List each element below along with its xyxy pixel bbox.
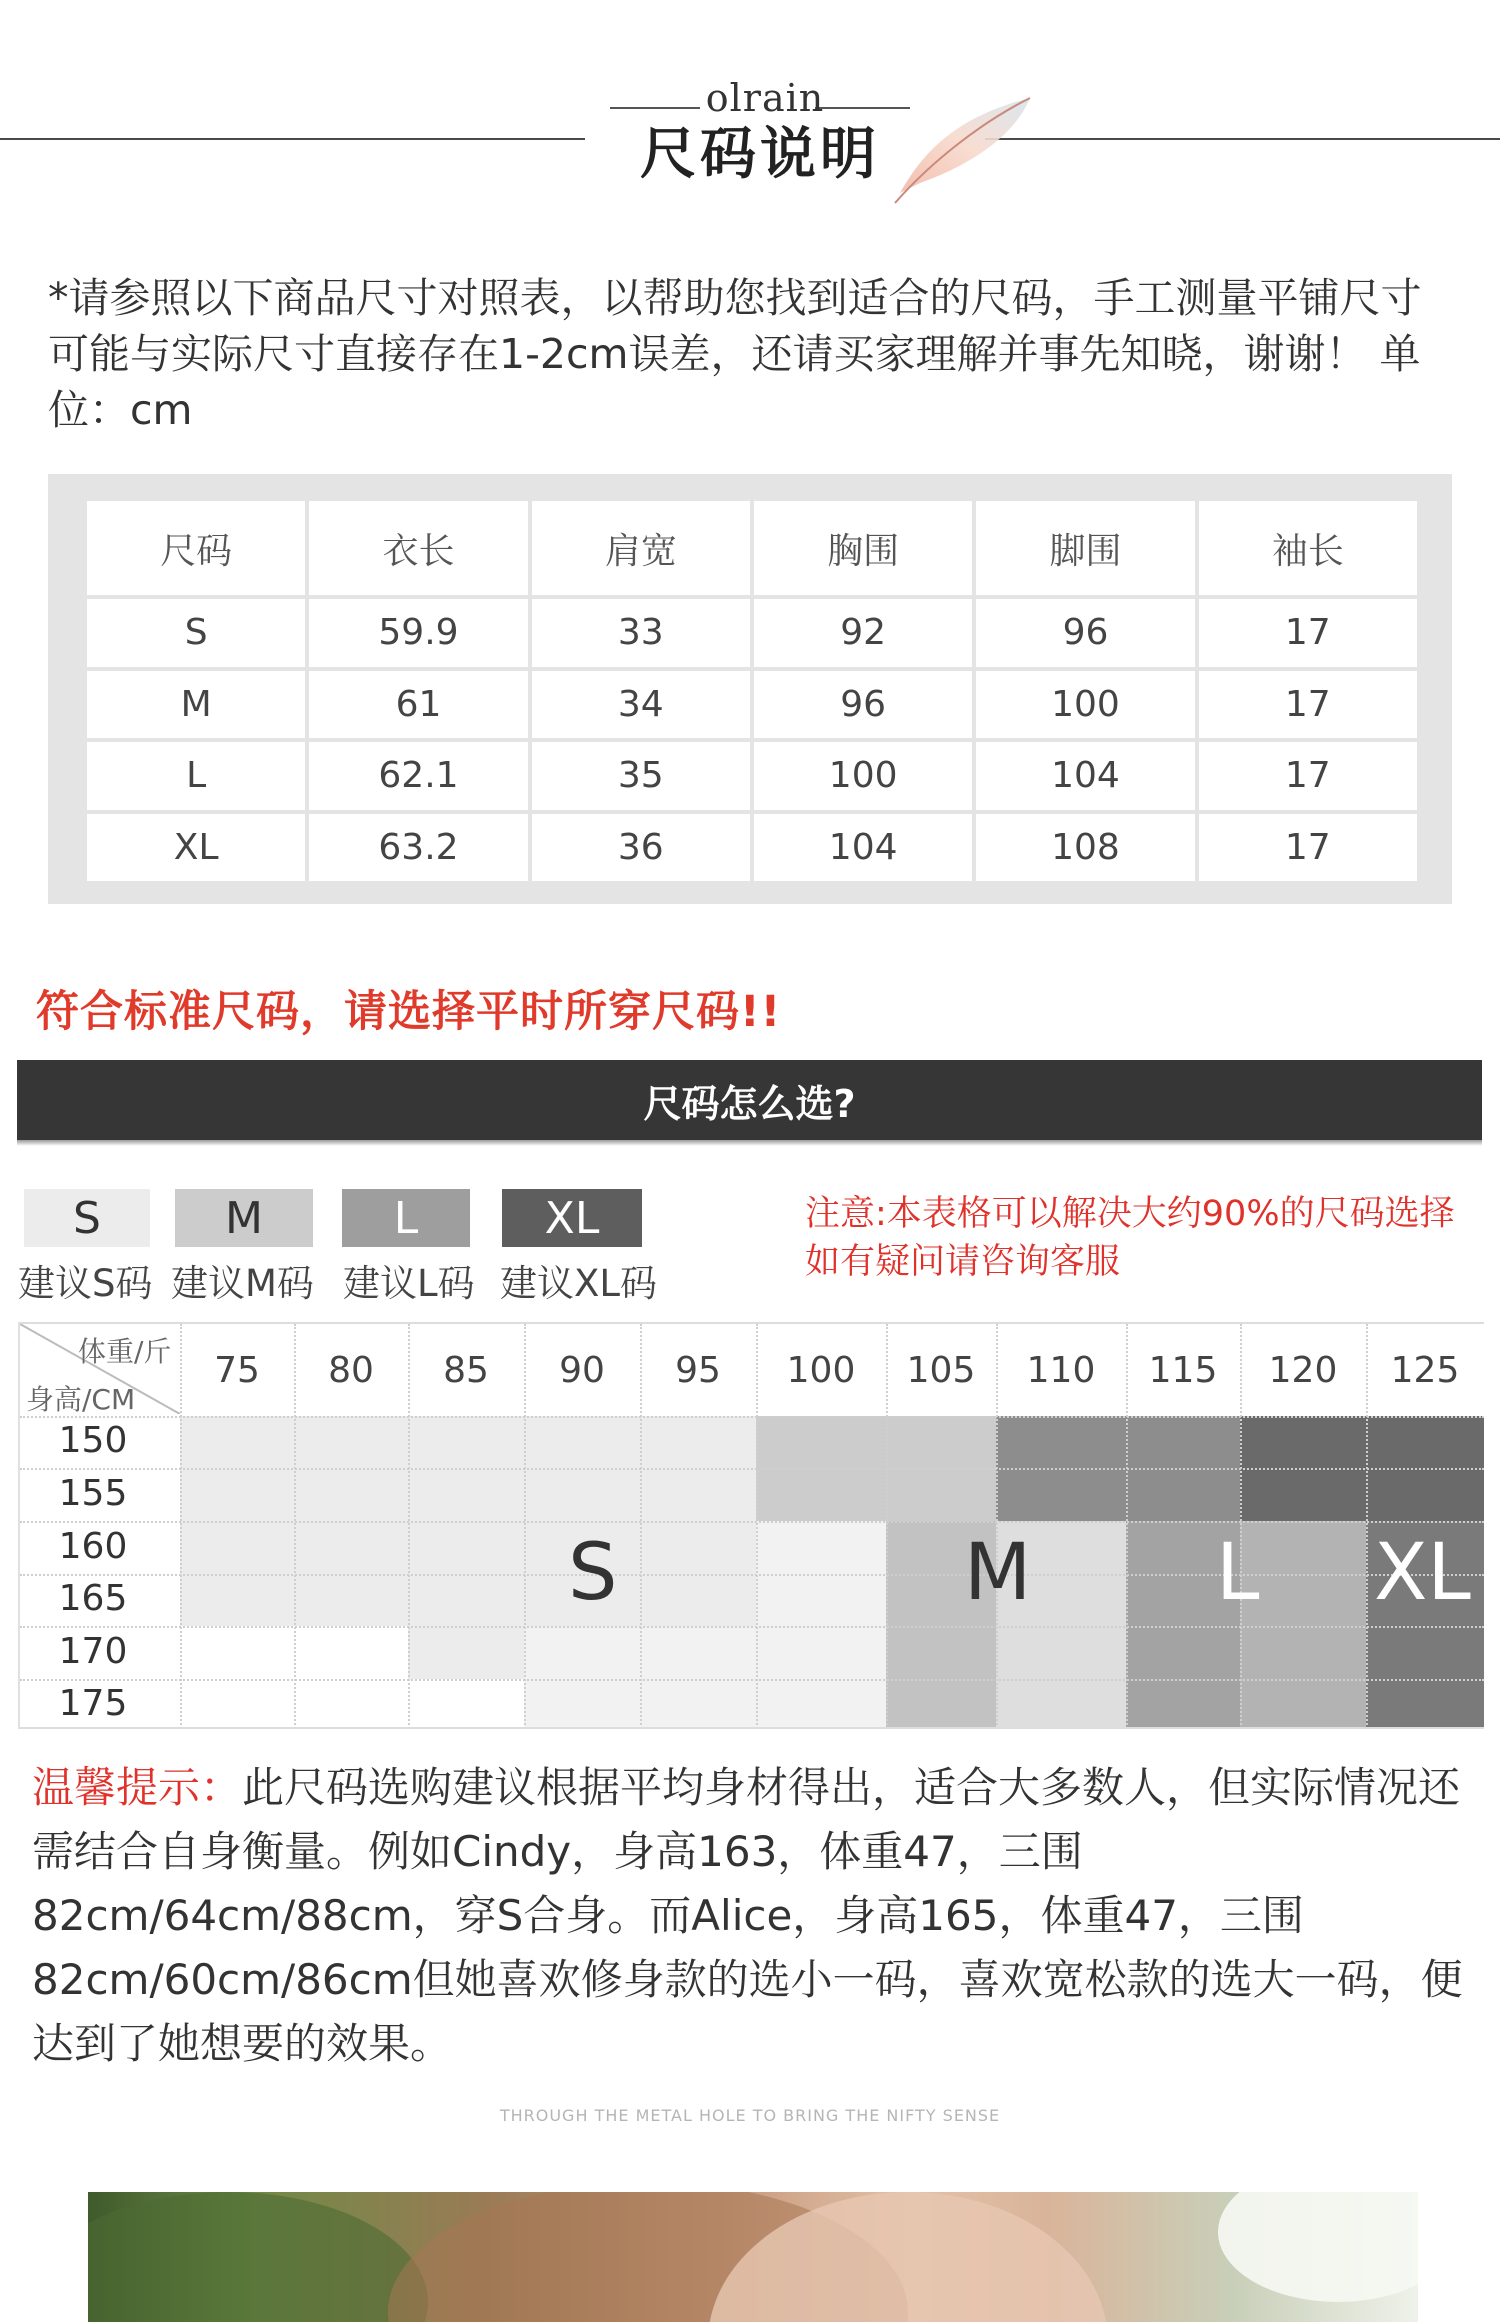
table-cell: 96 [754, 671, 972, 739]
table-cell: 100 [754, 742, 972, 810]
table-cell: XL [87, 814, 305, 882]
tip-body: 此尺码选购建议根据平均身材得出，适合大多数人，但实际情况还需结合自身衡量。例如Cindy，身高163，体重47，三围82cm/64cm/88cm，穿S合身。而Alice，身高165，体重47，三围82cm/60cm/86cm但她喜欢修身款的选小一码，喜欢宽松款的选大一码，便达到了她想要的效果。 [32, 1763, 1463, 2068]
table-cell: 63.2 [309, 814, 527, 882]
height-label: 160 [58, 1526, 128, 1567]
weight-label: 110 [1026, 1350, 1096, 1391]
table-cell: 104 [976, 742, 1194, 810]
section-bar-title: 尺码怎么选? [643, 1081, 856, 1126]
corner-height-label: 身高/CM [26, 1383, 136, 1416]
table-header-cell: 肩宽 [532, 501, 750, 595]
corner-weight-label: 体重/斤 [78, 1335, 172, 1368]
zone-blank [408, 1679, 524, 1729]
standard-size-notice: 符合标准尺码，请选择平时所穿尺码!! [36, 987, 782, 1037]
legend-size: S [73, 1192, 101, 1244]
height-label: 150 [58, 1420, 128, 1461]
model-photo-shapes [88, 2192, 1418, 2322]
height-label: 170 [58, 1631, 128, 1672]
weight-label: 85 [443, 1350, 489, 1391]
grid-line [20, 1521, 1484, 1523]
legend-note-line: 注意:本表格可以解决大约90%的尺码选择 [805, 1194, 1455, 1234]
legend-swatch-xl [502, 1189, 642, 1247]
model-photo [88, 2192, 1418, 2322]
table-cell: 35 [532, 742, 750, 810]
legend-label: 建议M码 [171, 1262, 314, 1305]
zone-label-s: S [568, 1528, 618, 1618]
zone-label-xl: XL [1374, 1528, 1471, 1618]
size-chart [18, 1322, 1484, 1729]
section-bar-shadow [17, 1140, 1482, 1146]
legend-size: M [225, 1192, 263, 1244]
brand-logo: olrain [705, 76, 825, 120]
table-cell: 104 [754, 814, 972, 882]
weight-label: 105 [906, 1350, 976, 1391]
weight-label: 90 [559, 1350, 605, 1391]
zone-s-light [756, 1521, 886, 1729]
weight-label: 115 [1148, 1350, 1218, 1391]
table-cell: 96 [976, 599, 1194, 667]
weight-label: 125 [1390, 1350, 1460, 1391]
table-cell: 17 [1199, 814, 1417, 882]
legend-swatch-s [24, 1189, 150, 1247]
page-title: 尺码说明 [640, 122, 880, 187]
size-table [87, 501, 1417, 881]
grid-line [20, 1626, 1484, 1628]
weight-label: 80 [328, 1350, 374, 1391]
grid-line [20, 1468, 1484, 1470]
weight-label: 95 [675, 1350, 721, 1391]
height-label: 155 [58, 1473, 128, 1514]
weight-label: 100 [786, 1350, 856, 1391]
legend-label: 建议S码 [18, 1262, 153, 1305]
tip-head: 温馨提示： [32, 1763, 243, 1812]
table-cell: 92 [754, 599, 972, 667]
table-cell: S [87, 599, 305, 667]
size-table-frame [48, 474, 1452, 904]
table-cell: 17 [1199, 742, 1417, 810]
section-bar [17, 1060, 1482, 1140]
header-rule-left [0, 138, 585, 140]
legend-note [805, 1190, 1500, 1286]
grid-line [20, 1574, 1484, 1576]
table-cell: 36 [532, 814, 750, 882]
table-cell: 61 [309, 671, 527, 739]
table-header-cell: 脚围 [976, 501, 1194, 595]
table-cell: L [87, 742, 305, 810]
table-cell: 62.1 [309, 742, 527, 810]
table-header-cell: 尺码 [87, 501, 305, 595]
sizing-tip [32, 1756, 1482, 2076]
table-cell: 17 [1199, 671, 1417, 739]
zone-label-m: M [964, 1528, 1032, 1618]
grid-line [20, 1727, 1484, 1729]
feather-icon [880, 78, 1050, 208]
weight-label: 120 [1268, 1350, 1338, 1391]
height-label: 165 [58, 1578, 128, 1619]
table-header-cell: 衣长 [309, 501, 527, 595]
legend-note-line: 如有疑问请咨询客服 [805, 1242, 1121, 1282]
grid-line [20, 1416, 1484, 1418]
legend-label: 建议XL码 [500, 1262, 657, 1305]
table-cell: M [87, 671, 305, 739]
legend-label: 建议L码 [343, 1262, 475, 1305]
legend-swatch-m [175, 1189, 313, 1247]
footer-caption: THROUGH THE METAL HOLE TO BRING THE NIFTY SENSE [499, 2106, 1001, 2125]
zone-label-l: L [1216, 1528, 1260, 1618]
legend-size: L [393, 1192, 419, 1244]
table-cell: 17 [1199, 599, 1417, 667]
header-rule-right [985, 138, 1500, 140]
legend-swatch-l [342, 1189, 470, 1247]
intro-text: *请参照以下商品尺寸对照表，以帮助您找到适合的尺码，手工测量平铺尺寸可能与实际尺寸直接存在1-2cm误差，还请买家理解并事先知晓，谢谢！ 单位：cm [48, 274, 1422, 434]
legend-size: XL [544, 1192, 600, 1244]
grid-line [20, 1679, 1484, 1681]
table-cell: 100 [976, 671, 1194, 739]
table-cell: 59.9 [309, 599, 527, 667]
height-label: 175 [58, 1683, 128, 1724]
table-cell: 34 [532, 671, 750, 739]
table-header-cell: 胸围 [754, 501, 972, 595]
table-header-cell: 袖长 [1199, 501, 1417, 595]
table-cell: 108 [976, 814, 1194, 882]
table-cell: 33 [532, 599, 750, 667]
weight-label: 75 [214, 1350, 260, 1391]
